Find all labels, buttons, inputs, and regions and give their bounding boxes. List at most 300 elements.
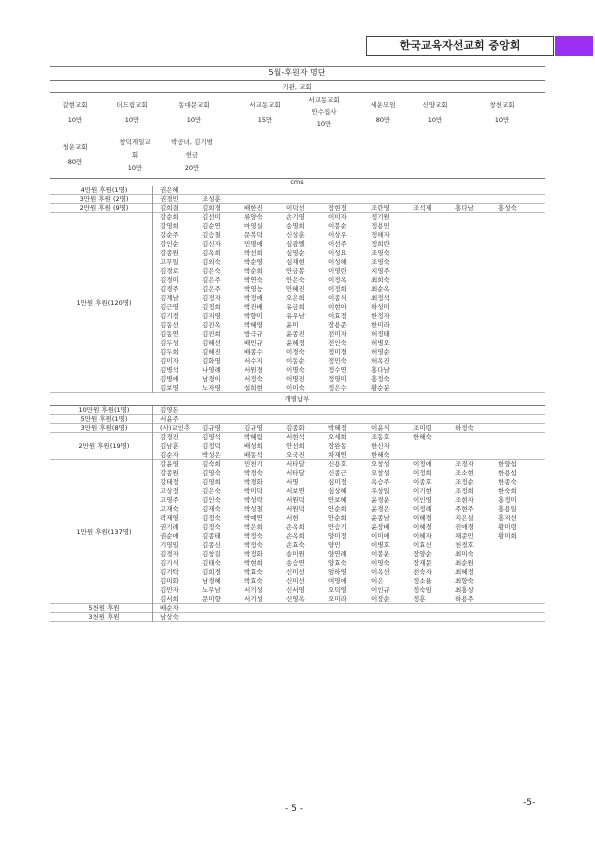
donor-name: 노무남	[202, 586, 221, 594]
donor-name: 서기성	[244, 595, 263, 603]
church-name: 세운모임	[370, 101, 396, 109]
donor-name: 한정자	[371, 312, 390, 320]
donor-name: 전숙자	[413, 568, 432, 576]
donor-name: 김미자	[160, 357, 179, 365]
donor-tier	[50, 433, 545, 460]
donor-name: 오덕영	[328, 586, 347, 594]
donor-name: 한용섭	[498, 469, 517, 477]
donor-name: 이상우	[328, 231, 347, 239]
donor-name: 고재숙	[160, 505, 179, 513]
donor-name: 박은희	[244, 523, 263, 531]
donor-name: 배종수	[244, 348, 263, 356]
donor-name: 이은	[371, 577, 384, 585]
donor-name: 장재문	[413, 559, 432, 567]
tier-label: 3만원 후원 (2명)	[79, 195, 129, 203]
donor-tier	[50, 204, 545, 213]
church-name: 박공녀, 김기범	[171, 138, 213, 146]
donor-name: 김순연	[202, 222, 221, 230]
donor-name: 황순분	[371, 384, 390, 392]
tier-label: 3만원 후원(8명)	[80, 424, 128, 432]
donor-name: 이병호	[371, 541, 390, 549]
donor-name: 남상숙	[160, 613, 179, 621]
church-amount: 80만	[375, 116, 391, 124]
donor-name: 서원경	[244, 366, 263, 374]
donor-name: 허옥진	[371, 357, 390, 365]
donor-name: 권은혜	[160, 186, 179, 194]
donor-name: 지영주	[371, 267, 390, 275]
tier-label: 2만원 후원 (9명)	[79, 204, 129, 212]
donor-name: 김민자	[160, 586, 179, 594]
rule-top	[50, 66, 545, 67]
church-amount: 20만	[184, 164, 200, 172]
donor-name: 홍지선	[498, 514, 517, 522]
donor-name: 홍성숙	[498, 204, 517, 212]
tier-label: 2만원 후원(19명)	[78, 442, 130, 450]
donor-name: 이경숙	[286, 348, 305, 356]
donor-name: 강순주	[160, 231, 179, 239]
donor-name: 서원덕	[286, 496, 305, 504]
donor-name: 장양순	[413, 550, 432, 558]
donor-name: 이성요	[328, 249, 347, 257]
donor-name: 강태정	[160, 478, 179, 486]
donor-name: 이명진	[286, 375, 305, 383]
donor-name: 황미희	[498, 532, 517, 540]
donor-name: 박순희	[244, 267, 263, 275]
section-individual: 개별납부	[284, 395, 310, 403]
donor-name: 오은희	[286, 294, 305, 302]
donor-name: 조석제	[413, 204, 432, 212]
donor-name: 이미자	[328, 213, 347, 221]
donor-name: (사)교인추	[160, 424, 191, 432]
donor-name: 정훈	[413, 595, 426, 603]
donor-name: 김혜선	[202, 339, 221, 347]
donor-name: 박혜림	[244, 433, 263, 441]
donor-name: 박연숙	[244, 276, 263, 284]
donor-name: 심광엘	[286, 240, 305, 248]
donor-name: 장용준	[328, 321, 347, 329]
donor-name: 조영숙	[371, 249, 390, 257]
rule-individual	[50, 405, 545, 406]
donor-name: 천경호	[455, 541, 474, 549]
donor-name: 박경숙	[244, 469, 263, 477]
tier-label: 5만원 후원(1명)	[80, 415, 128, 423]
donor-name: 김은주	[202, 276, 221, 284]
donor-name: 최홍상	[455, 586, 474, 594]
donor-name: 최정석	[371, 294, 390, 302]
donor-name: 서보연	[286, 487, 305, 495]
donor-name: 서현	[286, 514, 299, 522]
church-name: 서교동교회	[308, 96, 340, 104]
donor-name: 김희경	[202, 568, 221, 576]
donor-name: 노자영	[202, 384, 221, 392]
donor-name: 양민	[328, 541, 341, 549]
donor-tier	[50, 415, 545, 424]
donor-name: 정민숙	[328, 357, 347, 365]
donor-name: 김종태	[202, 532, 221, 540]
donor-name: 김옥희	[202, 249, 221, 257]
donor-name: 지은실	[455, 514, 474, 522]
donor-name: 이장순	[371, 595, 390, 603]
donor-name: 손효숙	[286, 541, 305, 549]
donor-name: 이혜경	[413, 514, 432, 522]
donor-name: 김진옥	[202, 321, 221, 329]
donor-name: 이정옥	[328, 276, 347, 284]
donor-name: 방극규	[244, 330, 263, 338]
donor-name: 홍정미	[498, 496, 517, 504]
church-amount: 10만	[427, 116, 443, 124]
donor-name: 정수연	[328, 366, 347, 374]
donor-name: 황미령	[498, 523, 517, 531]
donor-name: 배한진	[244, 204, 263, 212]
donor-name: 안순희	[328, 514, 347, 522]
donor-tier	[50, 613, 545, 622]
donor-name: 신미선	[286, 577, 305, 585]
donor-name: 김희결	[160, 204, 179, 212]
donor-name: 김경미	[160, 276, 179, 284]
tier-divider	[152, 195, 153, 204]
donor-name: 정희란	[371, 240, 390, 248]
donor-name: 문미향	[202, 595, 221, 603]
donor-name: 박혜정	[328, 424, 347, 432]
donor-name: 한신자	[371, 442, 390, 450]
donor-name: 김계남	[160, 294, 179, 302]
tier-label: 1만원 후원(120명)	[76, 298, 132, 307]
donor-name: 신영옥	[286, 595, 305, 603]
donor-name: 김인숙	[202, 496, 221, 504]
donor-name: 안선희	[286, 442, 305, 450]
donor-name: 서타달	[286, 460, 305, 468]
donor-name: 김정숙	[202, 514, 221, 522]
donor-name: 한종숙	[498, 478, 517, 486]
church-amount: 10만	[67, 116, 83, 124]
donor-name: 차재연	[328, 451, 347, 459]
donor-name: 이종식	[328, 294, 347, 302]
donor-name: 김정숙	[202, 523, 221, 531]
donor-name: 박정숙	[244, 532, 263, 540]
donor-name: 한미라	[371, 321, 390, 329]
donor-tier	[50, 406, 545, 415]
donor-name: 오미라	[328, 595, 347, 603]
donor-name: 박효숙	[244, 577, 263, 585]
donor-name: 윤경은	[371, 505, 390, 513]
donor-name: 윤종진	[286, 330, 305, 338]
donor-name: 이정희	[413, 469, 432, 477]
donor-name: 김은숙	[202, 267, 221, 275]
donor-name: 강경진	[160, 433, 179, 441]
donor-name: 김기정	[160, 312, 179, 320]
donor-name: 최미숙	[455, 550, 474, 558]
donor-name: 박정화	[244, 550, 263, 558]
donor-name: 박선희	[244, 249, 263, 257]
donor-name: 이인영	[413, 496, 432, 504]
church-name: 창천교회	[489, 101, 515, 109]
donor-name: 김근영	[160, 303, 179, 311]
tier-label: 4만원 후원(1명)	[80, 186, 128, 194]
donor-name: 정용민	[371, 222, 390, 230]
donor-name: 박성철	[244, 505, 263, 513]
donor-name: 양연례	[328, 550, 347, 558]
donor-name: 김순자	[160, 451, 179, 459]
donor-name: 조소현	[455, 469, 474, 477]
donor-name: 김서희	[160, 595, 179, 603]
tier-divider	[152, 415, 153, 424]
tier-divider	[152, 213, 153, 393]
donor-name: 전인숙	[328, 339, 347, 347]
donor-name: 한혜숙	[371, 451, 390, 459]
donor-name: 안승기	[328, 523, 347, 531]
church-name: 안수집사	[311, 108, 337, 116]
donor-name: 문복덕	[244, 231, 263, 239]
church-amount: 10만	[494, 116, 510, 124]
donor-name: 이동순	[286, 357, 305, 365]
church-name: 더드림교회	[116, 101, 148, 109]
donor-name: 이혜경	[413, 523, 432, 531]
donor-tier	[50, 424, 545, 433]
donor-name: 강영희	[160, 222, 179, 230]
donor-name: 하정숙	[455, 424, 474, 432]
donor-name: 서타달	[286, 469, 305, 477]
donor-name: 최순옥	[371, 285, 390, 293]
donor-name: 김종화	[286, 424, 305, 432]
donor-name: 강인순	[160, 240, 179, 248]
tier-divider	[152, 460, 153, 604]
tier-divider	[152, 613, 153, 622]
donor-name: 이효신	[413, 541, 432, 549]
page-title: 5월-후원자 명단	[268, 68, 326, 77]
donor-name: 김숙희	[202, 460, 221, 468]
donor-name: 조경자	[455, 460, 474, 468]
donor-name: 최향숙	[455, 577, 474, 585]
tier-divider	[152, 424, 153, 433]
donor-name: 김남훈	[160, 442, 179, 450]
header-accent-bar	[555, 36, 593, 56]
donor-name: 이옥선	[371, 568, 390, 576]
church-name: 창덕게일교	[119, 138, 151, 146]
donor-name: 김동선	[160, 321, 179, 329]
donor-name: 남경혜	[202, 577, 221, 585]
rule-title	[50, 80, 545, 81]
church-name: 회	[131, 151, 139, 159]
donor-name: 고상정	[160, 487, 179, 495]
donor-name: 오창성	[371, 460, 390, 468]
donor-name: 김병애	[160, 375, 179, 383]
donor-name: 하성미	[371, 303, 390, 311]
donor-name: 이봉순	[328, 222, 347, 230]
church-amount: 10만	[127, 164, 143, 172]
donor-name: 정미경	[328, 348, 347, 356]
church-name: 신양교회	[422, 101, 448, 109]
donor-name: 홍정숙	[371, 375, 390, 383]
donor-name: 윤혜정	[286, 339, 305, 347]
donor-name: 조정순	[455, 478, 474, 486]
donor-name: 김경주	[160, 285, 179, 293]
donor-name: 최희숙	[371, 276, 390, 284]
tier-divider	[152, 433, 153, 460]
donor-name: 남경이	[202, 375, 221, 383]
donor-name: 홍다남	[371, 366, 390, 374]
donor-tier	[50, 213, 545, 393]
donor-name: 옥승주	[371, 478, 390, 486]
donor-name: 송미원	[286, 550, 305, 558]
tier-label: 10만원 후원(1명)	[78, 406, 130, 414]
donor-tier	[50, 460, 545, 604]
donor-name: 이기현	[413, 487, 432, 495]
donor-name: 오국진	[286, 451, 305, 459]
rule-section1	[50, 92, 545, 93]
donor-name: 박향미	[244, 312, 263, 320]
donor-name: 배동석	[244, 451, 263, 459]
donor-name: 고영주	[160, 496, 179, 504]
church-name: 헌금	[185, 151, 199, 159]
donor-name: 조성훈	[202, 195, 221, 203]
donor-name: 마영실	[244, 222, 263, 230]
donor-name: 김규영	[244, 424, 263, 432]
donor-name: 김두성	[160, 339, 179, 347]
donor-name: 이선주	[328, 240, 347, 248]
donor-name: 허병오	[371, 339, 390, 347]
donor-name: 김정자	[202, 294, 221, 302]
donor-name: 안순희	[328, 505, 347, 513]
church-amount: 15만	[257, 116, 273, 124]
donor-tier	[50, 604, 545, 613]
donor-name: 이영란	[328, 267, 347, 275]
donor-name: 이종호	[413, 478, 432, 486]
donor-name: 전미자	[328, 330, 347, 338]
donor-name: 심미정	[328, 478, 347, 486]
donor-name: 윤장배	[371, 523, 390, 531]
donor-name: 안보혜	[328, 496, 347, 504]
donor-name: 유금희	[286, 303, 305, 311]
donor-name: 민명애	[244, 240, 263, 248]
donor-name: 한숙희	[498, 487, 517, 495]
donor-name: 김승철	[202, 231, 221, 239]
donor-name: 박미덕	[244, 487, 263, 495]
tier-label: 5천원 후원	[88, 604, 120, 612]
donor-name: 이정희	[328, 285, 347, 293]
tier-divider	[152, 204, 153, 213]
donor-name: 채준민	[455, 532, 474, 540]
church-name: 서교동교회	[249, 101, 281, 109]
church-name: 청운교회	[62, 143, 88, 151]
donor-name: 이혜자	[413, 532, 432, 540]
donor-name: 김영석	[202, 433, 221, 441]
donor-name: 정숙임	[413, 586, 432, 594]
donor-name: 김경자	[160, 550, 179, 558]
donor-name: 기영임	[160, 541, 179, 549]
donor-name: 신미선	[286, 568, 305, 576]
donor-name: 이미애	[371, 532, 390, 540]
donor-name: 이효정	[328, 312, 347, 320]
donor-name: 김재숙	[202, 505, 221, 513]
donor-name: 박성은	[202, 451, 221, 459]
donor-name: 권기례	[160, 523, 179, 531]
donor-name: 박혜영	[244, 321, 263, 329]
donor-name: 김외숙	[202, 258, 221, 266]
donor-name: 김규영	[202, 424, 221, 432]
tier-label: 1만원 후원(137명)	[76, 527, 132, 536]
donor-name: 신서영	[286, 586, 305, 594]
donor-name: 박순영	[244, 258, 263, 266]
donor-name: 배순자	[160, 604, 179, 612]
donor-name: 배민규	[244, 339, 263, 347]
donor-name: 박경화	[244, 478, 263, 486]
donor-name: 양미정	[328, 532, 347, 540]
donor-name: 김병석	[160, 366, 179, 374]
donor-name: 조미령	[413, 424, 432, 432]
donor-tier	[50, 195, 545, 204]
tier-divider	[152, 186, 153, 195]
donor-name: 김미화	[160, 577, 179, 585]
donor-name: 김동연	[160, 330, 179, 338]
donor-name: 이명숙	[286, 366, 305, 374]
donor-name: 신용호	[328, 460, 347, 468]
donor-name: 서명	[286, 478, 299, 486]
donor-name: 손옥희	[286, 532, 305, 540]
donor-name: 윤미	[286, 321, 299, 329]
donor-name: 이현아	[328, 303, 347, 311]
donor-name: 김희경	[202, 204, 221, 212]
donor-name: 하용주	[455, 595, 474, 603]
donor-name: 나영례	[202, 366, 221, 374]
donor-name: 신종근	[328, 469, 347, 477]
donor-name: 민천기	[244, 460, 263, 468]
donor-name: 서수지	[244, 357, 263, 365]
donor-name: 권경민	[160, 195, 179, 203]
church-name: 갈현교회	[62, 101, 88, 109]
donor-name: 서윤주	[160, 415, 179, 423]
donor-name: 박효숙	[244, 568, 263, 576]
donor-name: 윤경운	[371, 496, 390, 504]
donor-name: 안은숙	[286, 276, 305, 284]
donor-name: 권순애	[160, 532, 179, 540]
donor-name: 김경로	[160, 267, 179, 275]
donor-name: 김신자	[202, 240, 221, 248]
donor-name: 홍용일	[498, 505, 517, 513]
donor-name: 박영능	[244, 285, 263, 293]
donor-name: 정은수	[328, 384, 347, 392]
page-number-center: - 5 -	[285, 804, 303, 814]
donor-name: 설희현	[244, 384, 263, 392]
church-amount: 10만	[316, 120, 332, 128]
donor-name: 김지영	[202, 312, 221, 320]
donor-name: 양효숙	[328, 559, 347, 567]
donor-name: 박진배	[244, 303, 263, 311]
donor-name: 심재현	[286, 258, 305, 266]
donor-name: 김은주	[202, 285, 221, 293]
donor-name: 정영미	[328, 375, 347, 383]
donor-name: 송승연	[286, 559, 305, 567]
donor-name: 유우남	[286, 312, 305, 320]
donor-name: 김선미	[202, 213, 221, 221]
donor-name: 이영숙	[371, 559, 390, 567]
donor-name: 김기탁	[160, 568, 179, 576]
donor-name: 김정덕	[202, 442, 221, 450]
donor-name: 이미숙	[286, 384, 305, 392]
donor-name: 박정애	[244, 294, 263, 302]
donor-name: 최혜정	[455, 568, 474, 576]
donor-name: 이봉운	[371, 550, 390, 558]
donor-name: 송명희	[286, 222, 305, 230]
donor-name: 최순원	[455, 559, 474, 567]
donor-name: 서현석	[286, 433, 305, 441]
donor-name: 안금봉	[286, 267, 305, 275]
donor-name: 장완동	[328, 442, 347, 450]
donor-name: 김영숙	[202, 469, 221, 477]
page-header	[366, 36, 593, 56]
donor-name: 손옥희	[286, 523, 305, 531]
donor-name: 이인규	[371, 586, 390, 594]
donor-name: 한혜숙	[413, 433, 432, 441]
